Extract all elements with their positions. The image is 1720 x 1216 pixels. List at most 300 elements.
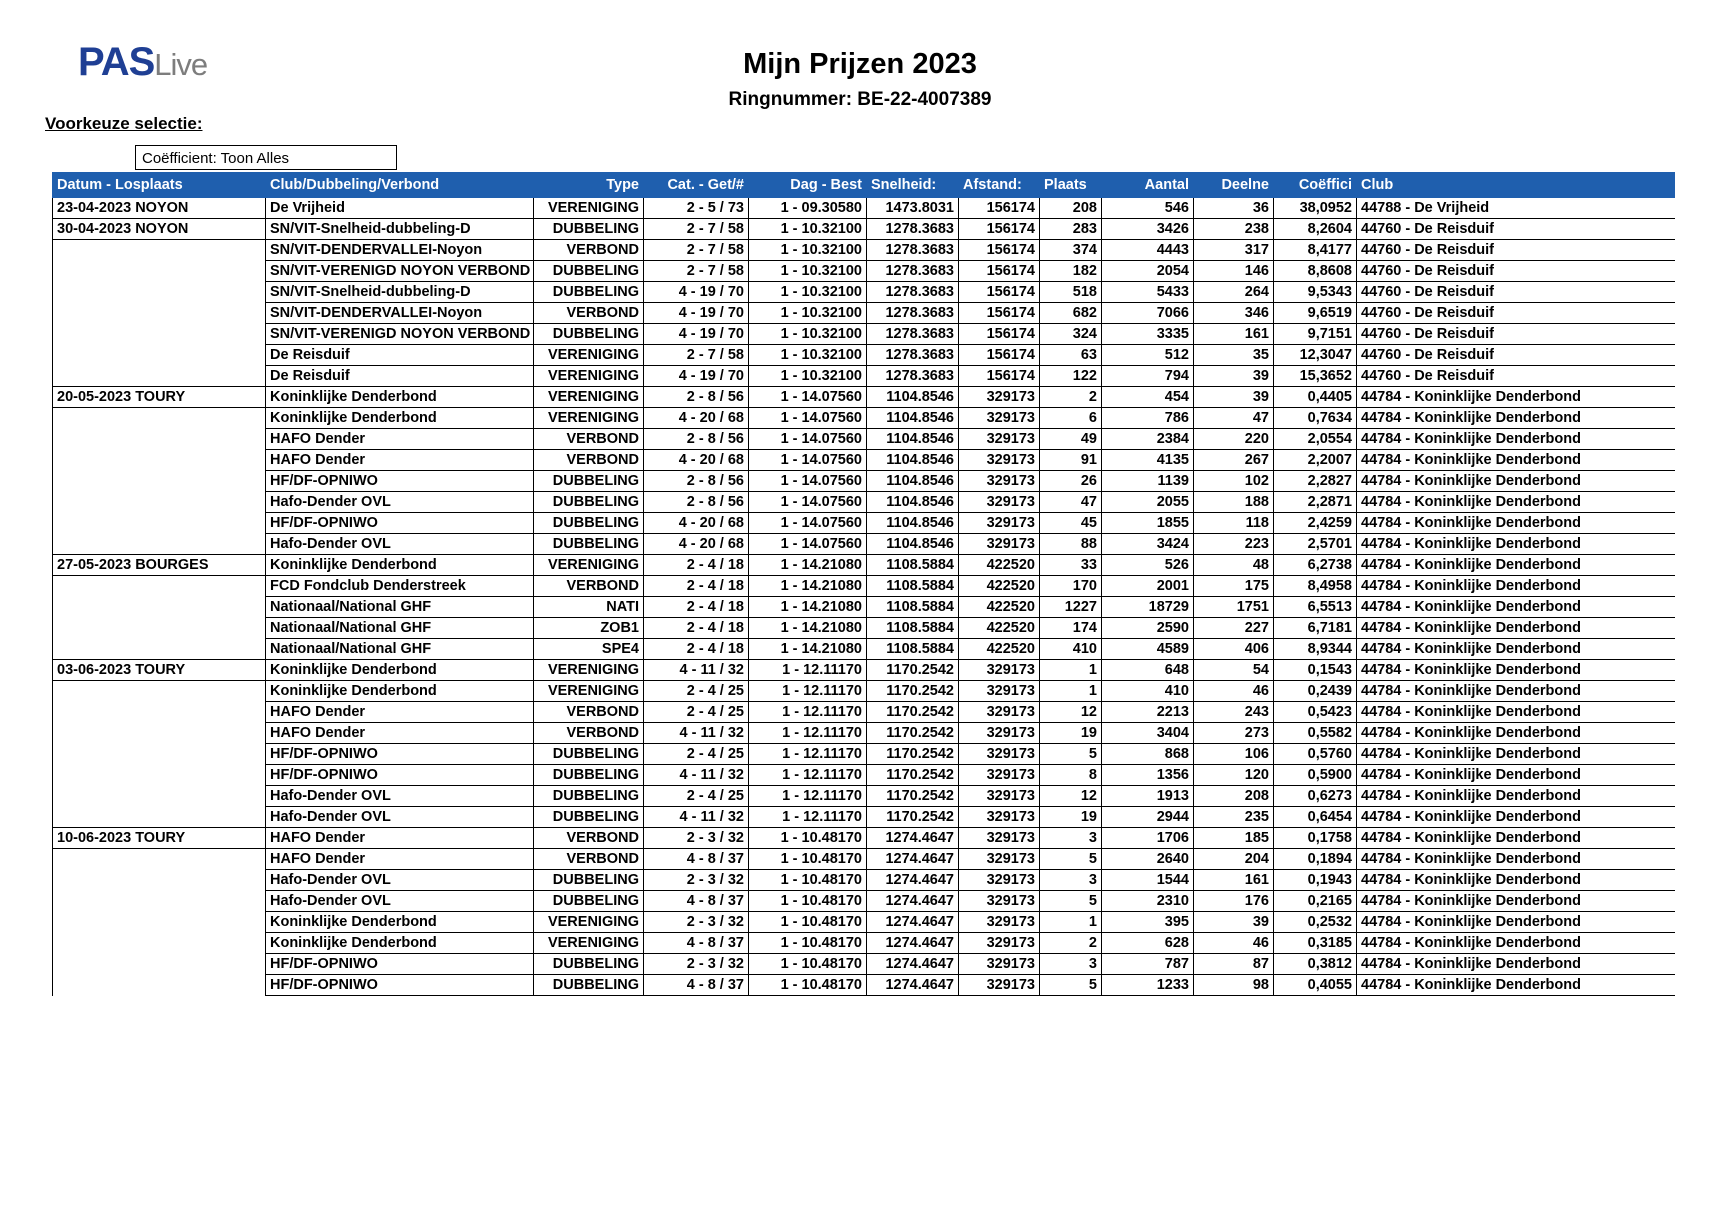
cell-coefficient: 6,7181 bbox=[1274, 618, 1357, 639]
cell-cat-get: 2 - 4 / 25 bbox=[644, 681, 749, 702]
cell-coefficient: 0,4405 bbox=[1274, 387, 1357, 408]
cell-aantal: 2310 bbox=[1102, 891, 1194, 912]
cell-afstand: 329173 bbox=[959, 387, 1040, 408]
cell-aantal: 1233 bbox=[1102, 975, 1194, 996]
cell-club-dubbeling: HAFO Dender bbox=[266, 849, 534, 870]
cell-afstand: 329173 bbox=[959, 681, 1040, 702]
cell-dag-best: 1 - 14.07560 bbox=[749, 408, 867, 429]
cell-club-dubbeling: HF/DF-OPNIWO bbox=[266, 975, 534, 996]
cell-type: VERENIGING bbox=[534, 387, 644, 408]
cell-deelne: 87 bbox=[1194, 954, 1274, 975]
table-row[interactable] bbox=[53, 849, 1676, 870]
ring-number: Ringnummer: BE-22-4007389 bbox=[728, 89, 992, 110]
page-title: Mijn Prijzen 2023 bbox=[743, 48, 977, 80]
cell-deelne: 175 bbox=[1194, 576, 1274, 597]
cell-club: 44784 - Koninklijke Denderbond bbox=[1357, 618, 1676, 639]
table-row[interactable] bbox=[53, 870, 1676, 891]
cell-type: DUBBELING bbox=[534, 765, 644, 786]
cell-type: VERENIGING bbox=[534, 408, 644, 429]
table-row[interactable] bbox=[53, 912, 1676, 933]
cell-plaats: 410 bbox=[1040, 639, 1102, 660]
table-row[interactable] bbox=[53, 555, 1676, 576]
cell-datum-losplaats bbox=[53, 534, 266, 555]
cell-afstand: 329173 bbox=[959, 786, 1040, 807]
cell-datum-losplaats bbox=[53, 891, 266, 912]
cell-datum-losplaats bbox=[53, 261, 266, 282]
table-row[interactable] bbox=[53, 744, 1676, 765]
cell-club: 44784 - Koninklijke Denderbond bbox=[1357, 429, 1676, 450]
cell-plaats: 283 bbox=[1040, 219, 1102, 240]
cell-club: 44784 - Koninklijke Denderbond bbox=[1357, 765, 1676, 786]
cell-datum-losplaats bbox=[53, 429, 266, 450]
cell-aantal: 5433 bbox=[1102, 282, 1194, 303]
cell-club: 44760 - De Reisduif bbox=[1357, 240, 1676, 261]
cell-deelne: 46 bbox=[1194, 681, 1274, 702]
cell-dag-best: 1 - 10.48170 bbox=[749, 849, 867, 870]
table-row[interactable] bbox=[53, 198, 1676, 219]
cell-club: 44784 - Koninklijke Denderbond bbox=[1357, 450, 1676, 471]
cell-cat-get: 2 - 4 / 25 bbox=[644, 786, 749, 807]
cell-datum-losplaats bbox=[53, 639, 266, 660]
cell-dag-best: 1 - 10.48170 bbox=[749, 828, 867, 849]
cell-plaats: 12 bbox=[1040, 702, 1102, 723]
cell-type: SPE4 bbox=[534, 639, 644, 660]
cell-type: DUBBELING bbox=[534, 471, 644, 492]
cell-aantal: 2944 bbox=[1102, 807, 1194, 828]
cell-afstand: 156174 bbox=[959, 324, 1040, 345]
cell-aantal: 2384 bbox=[1102, 429, 1194, 450]
cell-cat-get: 4 - 11 / 32 bbox=[644, 660, 749, 681]
cell-afstand: 156174 bbox=[959, 219, 1040, 240]
cell-club-dubbeling: SN/VIT-DENDERVALLEI-Noyon bbox=[266, 303, 534, 324]
cell-dag-best: 1 - 10.48170 bbox=[749, 891, 867, 912]
cell-deelne: 406 bbox=[1194, 639, 1274, 660]
cell-club-dubbeling: Nationaal/National GHF bbox=[266, 597, 534, 618]
preference-selection-label: Voorkeuze selectie: bbox=[45, 114, 203, 133]
cell-afstand: 329173 bbox=[959, 660, 1040, 681]
cell-type: VERBOND bbox=[534, 576, 644, 597]
cell-dag-best: 1 - 14.07560 bbox=[749, 450, 867, 471]
cell-club-dubbeling: Hafo-Dender OVL bbox=[266, 870, 534, 891]
cell-afstand: 422520 bbox=[959, 597, 1040, 618]
table-row[interactable] bbox=[53, 786, 1676, 807]
cell-snelheid: 1108.5884 bbox=[867, 639, 959, 660]
cell-coefficient: 9,7151 bbox=[1274, 324, 1357, 345]
cell-plaats: 122 bbox=[1040, 366, 1102, 387]
cell-datum-losplaats bbox=[53, 492, 266, 513]
table-row[interactable] bbox=[53, 408, 1676, 429]
cell-afstand: 156174 bbox=[959, 282, 1040, 303]
cell-datum-losplaats bbox=[53, 702, 266, 723]
cell-aantal: 628 bbox=[1102, 933, 1194, 954]
cell-datum-losplaats bbox=[53, 513, 266, 534]
cell-cat-get: 4 - 20 / 68 bbox=[644, 408, 749, 429]
table-row[interactable] bbox=[53, 429, 1676, 450]
cell-afstand: 329173 bbox=[959, 702, 1040, 723]
cell-coefficient: 2,2007 bbox=[1274, 450, 1357, 471]
cell-dag-best: 1 - 10.48170 bbox=[749, 933, 867, 954]
cell-datum-losplaats bbox=[53, 786, 266, 807]
cell-coefficient: 2,2871 bbox=[1274, 492, 1357, 513]
cell-dag-best: 1 - 10.32100 bbox=[749, 345, 867, 366]
cell-afstand: 422520 bbox=[959, 639, 1040, 660]
cell-coefficient: 0,5900 bbox=[1274, 765, 1357, 786]
cell-aantal: 395 bbox=[1102, 912, 1194, 933]
cell-club: 44784 - Koninklijke Denderbond bbox=[1357, 954, 1676, 975]
cell-club-dubbeling: Hafo-Dender OVL bbox=[266, 534, 534, 555]
cell-afstand: 422520 bbox=[959, 618, 1040, 639]
cell-deelne: 235 bbox=[1194, 807, 1274, 828]
cell-type: DUBBELING bbox=[534, 534, 644, 555]
cell-datum-losplaats bbox=[53, 366, 266, 387]
cell-snelheid: 1278.3683 bbox=[867, 324, 959, 345]
cell-coefficient: 2,5701 bbox=[1274, 534, 1357, 555]
cell-aantal: 18729 bbox=[1102, 597, 1194, 618]
cell-club-dubbeling: SN/VIT-VERENIGD NOYON VERBOND bbox=[266, 261, 534, 282]
cell-datum-losplaats bbox=[53, 597, 266, 618]
cell-cat-get: 2 - 7 / 58 bbox=[644, 240, 749, 261]
cell-cat-get: 2 - 4 / 18 bbox=[644, 639, 749, 660]
cell-type: DUBBELING bbox=[534, 744, 644, 765]
cell-cat-get: 4 - 11 / 32 bbox=[644, 723, 749, 744]
cell-club-dubbeling: Koninklijke Denderbond bbox=[266, 555, 534, 576]
table-row[interactable] bbox=[53, 597, 1676, 618]
cell-cat-get: 2 - 8 / 56 bbox=[644, 387, 749, 408]
cell-type: VERENIGING bbox=[534, 555, 644, 576]
cell-aantal: 1544 bbox=[1102, 870, 1194, 891]
cell-dag-best: 1 - 14.07560 bbox=[749, 534, 867, 555]
cell-snelheid: 1108.5884 bbox=[867, 618, 959, 639]
cell-datum-losplaats bbox=[53, 408, 266, 429]
cell-dag-best: 1 - 14.21080 bbox=[749, 555, 867, 576]
cell-coefficient: 0,3812 bbox=[1274, 954, 1357, 975]
cell-plaats: 1 bbox=[1040, 912, 1102, 933]
cell-afstand: 156174 bbox=[959, 240, 1040, 261]
cell-club: 44760 - De Reisduif bbox=[1357, 345, 1676, 366]
cell-club-dubbeling: Hafo-Dender OVL bbox=[266, 786, 534, 807]
cell-deelne: 220 bbox=[1194, 429, 1274, 450]
cell-plaats: 88 bbox=[1040, 534, 1102, 555]
cell-plaats: 63 bbox=[1040, 345, 1102, 366]
cell-dag-best: 1 - 10.32100 bbox=[749, 324, 867, 345]
table-row[interactable] bbox=[53, 765, 1676, 786]
cell-type: DUBBELING bbox=[534, 261, 644, 282]
cell-club-dubbeling: HF/DF-OPNIWO bbox=[266, 471, 534, 492]
cell-club-dubbeling: Koninklijke Denderbond bbox=[266, 933, 534, 954]
cell-club-dubbeling: Koninklijke Denderbond bbox=[266, 660, 534, 681]
cell-datum-losplaats: 20-05-2023 TOURY bbox=[53, 387, 266, 408]
table-row[interactable] bbox=[53, 219, 1676, 240]
cell-plaats: 33 bbox=[1040, 555, 1102, 576]
cell-deelne: 227 bbox=[1194, 618, 1274, 639]
cell-cat-get: 2 - 4 / 18 bbox=[644, 555, 749, 576]
coefficient-select[interactable]: Coëfficient: Toon Alles bbox=[135, 145, 397, 170]
cell-club-dubbeling: Nationaal/National GHF bbox=[266, 618, 534, 639]
cell-club: 44784 - Koninklijke Denderbond bbox=[1357, 576, 1676, 597]
cell-datum-losplaats bbox=[53, 975, 266, 996]
cell-deelne: 208 bbox=[1194, 786, 1274, 807]
cell-plaats: 182 bbox=[1040, 261, 1102, 282]
cell-club-dubbeling: HF/DF-OPNIWO bbox=[266, 513, 534, 534]
cell-plaats: 1227 bbox=[1040, 597, 1102, 618]
cell-cat-get: 2 - 3 / 32 bbox=[644, 912, 749, 933]
cell-datum-losplaats bbox=[53, 723, 266, 744]
cell-type: VERENIGING bbox=[534, 198, 644, 219]
cell-snelheid: 1170.2542 bbox=[867, 765, 959, 786]
cell-deelne: 35 bbox=[1194, 345, 1274, 366]
cell-coefficient: 2,2827 bbox=[1274, 471, 1357, 492]
cell-coefficient: 6,2738 bbox=[1274, 555, 1357, 576]
cell-aantal: 3426 bbox=[1102, 219, 1194, 240]
col-type[interactable]: Type bbox=[534, 173, 644, 198]
cell-deelne: 204 bbox=[1194, 849, 1274, 870]
cell-snelheid: 1473.8031 bbox=[867, 198, 959, 219]
cell-coefficient: 8,8608 bbox=[1274, 261, 1357, 282]
cell-plaats: 45 bbox=[1040, 513, 1102, 534]
prizes-table bbox=[52, 172, 1675, 996]
cell-type: VERBOND bbox=[534, 723, 644, 744]
cell-deelne: 46 bbox=[1194, 933, 1274, 954]
cell-dag-best: 1 - 12.11170 bbox=[749, 660, 867, 681]
cell-cat-get: 4 - 19 / 70 bbox=[644, 366, 749, 387]
cell-afstand: 329173 bbox=[959, 429, 1040, 450]
cell-deelne: 47 bbox=[1194, 408, 1274, 429]
cell-deelne: 102 bbox=[1194, 471, 1274, 492]
cell-deelne: 176 bbox=[1194, 891, 1274, 912]
col-coefficient[interactable]: Coëffici bbox=[1274, 173, 1357, 198]
cell-snelheid: 1104.8546 bbox=[867, 408, 959, 429]
cell-coefficient: 0,2165 bbox=[1274, 891, 1357, 912]
table-row[interactable] bbox=[53, 471, 1676, 492]
cell-plaats: 49 bbox=[1040, 429, 1102, 450]
cell-snelheid: 1274.4647 bbox=[867, 891, 959, 912]
cell-type: VERBOND bbox=[534, 240, 644, 261]
cell-type: VERBOND bbox=[534, 450, 644, 471]
cell-snelheid: 1108.5884 bbox=[867, 555, 959, 576]
logo-text-pas: PAS bbox=[78, 40, 155, 84]
table-row[interactable] bbox=[53, 576, 1676, 597]
cell-afstand: 329173 bbox=[959, 492, 1040, 513]
cell-plaats: 174 bbox=[1040, 618, 1102, 639]
cell-snelheid: 1278.3683 bbox=[867, 366, 959, 387]
cell-plaats: 518 bbox=[1040, 282, 1102, 303]
cell-aantal: 787 bbox=[1102, 954, 1194, 975]
table-row[interactable] bbox=[53, 807, 1676, 828]
col-club[interactable]: Club bbox=[1357, 173, 1676, 198]
cell-plaats: 5 bbox=[1040, 744, 1102, 765]
col-afstand[interactable]: Afstand: bbox=[959, 173, 1040, 198]
cell-deelne: 39 bbox=[1194, 366, 1274, 387]
cell-club: 44784 - Koninklijke Denderbond bbox=[1357, 744, 1676, 765]
table-row[interactable] bbox=[53, 681, 1676, 702]
cell-dag-best: 1 - 09.30580 bbox=[749, 198, 867, 219]
cell-snelheid: 1274.4647 bbox=[867, 975, 959, 996]
cell-deelne: 161 bbox=[1194, 870, 1274, 891]
cell-dag-best: 1 - 12.11170 bbox=[749, 765, 867, 786]
cell-dag-best: 1 - 14.21080 bbox=[749, 618, 867, 639]
cell-datum-losplaats bbox=[53, 765, 266, 786]
prizes-table-wrap bbox=[52, 172, 1675, 996]
cell-coefficient: 8,4177 bbox=[1274, 240, 1357, 261]
cell-afstand: 329173 bbox=[959, 975, 1040, 996]
cell-club: 44760 - De Reisduif bbox=[1357, 261, 1676, 282]
cell-deelne: 346 bbox=[1194, 303, 1274, 324]
cell-plaats: 6 bbox=[1040, 408, 1102, 429]
cell-plaats: 8 bbox=[1040, 765, 1102, 786]
cell-afstand: 329173 bbox=[959, 513, 1040, 534]
cell-club-dubbeling: HAFO Dender bbox=[266, 723, 534, 744]
cell-club: 44784 - Koninklijke Denderbond bbox=[1357, 513, 1676, 534]
table-row[interactable] bbox=[53, 618, 1676, 639]
cell-aantal: 7066 bbox=[1102, 303, 1194, 324]
cell-dag-best: 1 - 10.32100 bbox=[749, 366, 867, 387]
cell-snelheid: 1274.4647 bbox=[867, 849, 959, 870]
cell-deelne: 188 bbox=[1194, 492, 1274, 513]
cell-coefficient: 12,3047 bbox=[1274, 345, 1357, 366]
cell-type: DUBBELING bbox=[534, 807, 644, 828]
table-row[interactable] bbox=[53, 261, 1676, 282]
cell-snelheid: 1104.8546 bbox=[867, 513, 959, 534]
cell-dag-best: 1 - 10.48170 bbox=[749, 954, 867, 975]
col-datum-losplaats[interactable]: Datum - Losplaats bbox=[53, 173, 266, 198]
table-row[interactable] bbox=[53, 723, 1676, 744]
cell-snelheid: 1274.4647 bbox=[867, 912, 959, 933]
cell-cat-get: 2 - 4 / 25 bbox=[644, 702, 749, 723]
table-row[interactable] bbox=[53, 387, 1676, 408]
cell-club: 44784 - Koninklijke Denderbond bbox=[1357, 597, 1676, 618]
cell-cat-get: 2 - 5 / 73 bbox=[644, 198, 749, 219]
cell-type: NATI bbox=[534, 597, 644, 618]
cell-datum-losplaats bbox=[53, 471, 266, 492]
cell-datum-losplaats bbox=[53, 576, 266, 597]
cell-aantal: 526 bbox=[1102, 555, 1194, 576]
col-snelheid[interactable]: Snelheid: bbox=[867, 173, 959, 198]
col-cat-get[interactable]: Cat. - Get/# bbox=[644, 173, 749, 198]
cell-aantal: 868 bbox=[1102, 744, 1194, 765]
cell-cat-get: 2 - 8 / 56 bbox=[644, 471, 749, 492]
col-plaats[interactable]: Plaats bbox=[1040, 173, 1102, 198]
cell-club: 44784 - Koninklijke Denderbond bbox=[1357, 492, 1676, 513]
cell-datum-losplaats bbox=[53, 870, 266, 891]
table-row[interactable] bbox=[53, 324, 1676, 345]
table-row[interactable] bbox=[53, 492, 1676, 513]
table-row[interactable] bbox=[53, 660, 1676, 681]
cell-dag-best: 1 - 12.11170 bbox=[749, 723, 867, 744]
cell-cat-get: 2 - 4 / 18 bbox=[644, 618, 749, 639]
cell-coefficient: 0,1943 bbox=[1274, 870, 1357, 891]
table-row[interactable] bbox=[53, 303, 1676, 324]
cell-datum-losplaats: 03-06-2023 TOURY bbox=[53, 660, 266, 681]
table-row[interactable] bbox=[53, 828, 1676, 849]
cell-coefficient: 0,5582 bbox=[1274, 723, 1357, 744]
cell-club: 44760 - De Reisduif bbox=[1357, 282, 1676, 303]
cell-cat-get: 2 - 8 / 56 bbox=[644, 429, 749, 450]
cell-plaats: 3 bbox=[1040, 828, 1102, 849]
cell-cat-get: 4 - 8 / 37 bbox=[644, 975, 749, 996]
table-row[interactable] bbox=[53, 240, 1676, 261]
cell-afstand: 329173 bbox=[959, 408, 1040, 429]
cell-deelne: 161 bbox=[1194, 324, 1274, 345]
cell-cat-get: 4 - 8 / 37 bbox=[644, 849, 749, 870]
cell-plaats: 5 bbox=[1040, 975, 1102, 996]
cell-coefficient: 38,0952 bbox=[1274, 198, 1357, 219]
cell-aantal: 2054 bbox=[1102, 261, 1194, 282]
cell-type: VERBOND bbox=[534, 303, 644, 324]
cell-club-dubbeling: HF/DF-OPNIWO bbox=[266, 954, 534, 975]
cell-club-dubbeling: De Reisduif bbox=[266, 366, 534, 387]
table-row[interactable] bbox=[53, 891, 1676, 912]
cell-plaats: 5 bbox=[1040, 891, 1102, 912]
cell-afstand: 422520 bbox=[959, 555, 1040, 576]
col-dag-best[interactable]: Dag - Best bbox=[749, 173, 867, 198]
cell-dag-best: 1 - 14.21080 bbox=[749, 639, 867, 660]
cell-snelheid: 1274.4647 bbox=[867, 870, 959, 891]
table-row[interactable] bbox=[53, 639, 1676, 660]
cell-type: VERBOND bbox=[534, 702, 644, 723]
cell-afstand: 329173 bbox=[959, 450, 1040, 471]
cell-dag-best: 1 - 14.07560 bbox=[749, 429, 867, 450]
cell-datum-losplaats bbox=[53, 450, 266, 471]
cell-datum-losplaats bbox=[53, 807, 266, 828]
cell-afstand: 329173 bbox=[959, 870, 1040, 891]
cell-cat-get: 2 - 3 / 32 bbox=[644, 954, 749, 975]
cell-type: VERENIGING bbox=[534, 933, 644, 954]
cell-afstand: 156174 bbox=[959, 303, 1040, 324]
cell-coefficient: 15,3652 bbox=[1274, 366, 1357, 387]
cell-coefficient: 0,4055 bbox=[1274, 975, 1357, 996]
cell-snelheid: 1278.3683 bbox=[867, 282, 959, 303]
cell-cat-get: 2 - 8 / 56 bbox=[644, 492, 749, 513]
cell-club-dubbeling: HAFO Dender bbox=[266, 429, 534, 450]
cell-club: 44784 - Koninklijke Denderbond bbox=[1357, 660, 1676, 681]
table-row[interactable] bbox=[53, 975, 1676, 996]
cell-type: VERBOND bbox=[534, 849, 644, 870]
cell-datum-losplaats bbox=[53, 912, 266, 933]
table-row[interactable] bbox=[53, 345, 1676, 366]
cell-aantal: 3335 bbox=[1102, 324, 1194, 345]
cell-club-dubbeling: Koninklijke Denderbond bbox=[266, 912, 534, 933]
col-aantal[interactable]: Aantal bbox=[1102, 173, 1194, 198]
table-row[interactable] bbox=[53, 282, 1676, 303]
table-row[interactable] bbox=[53, 513, 1676, 534]
cell-club-dubbeling: De Vrijheid bbox=[266, 198, 534, 219]
cell-deelne: 98 bbox=[1194, 975, 1274, 996]
cell-afstand: 156174 bbox=[959, 366, 1040, 387]
table-row[interactable] bbox=[53, 702, 1676, 723]
cell-datum-losplaats: 10-06-2023 TOURY bbox=[53, 828, 266, 849]
cell-afstand: 329173 bbox=[959, 849, 1040, 870]
cell-dag-best: 1 - 14.21080 bbox=[749, 597, 867, 618]
col-deelne[interactable]: Deelne bbox=[1194, 173, 1274, 198]
cell-aantal: 3424 bbox=[1102, 534, 1194, 555]
cell-type: VERBOND bbox=[534, 429, 644, 450]
table-row[interactable] bbox=[53, 954, 1676, 975]
cell-cat-get: 4 - 11 / 32 bbox=[644, 807, 749, 828]
table-row[interactable] bbox=[53, 366, 1676, 387]
cell-club: 44760 - De Reisduif bbox=[1357, 366, 1676, 387]
table-row[interactable] bbox=[53, 534, 1676, 555]
table-row[interactable] bbox=[53, 450, 1676, 471]
cell-coefficient: 2,0554 bbox=[1274, 429, 1357, 450]
cell-snelheid: 1170.2542 bbox=[867, 702, 959, 723]
cell-snelheid: 1278.3683 bbox=[867, 345, 959, 366]
cell-plaats: 26 bbox=[1040, 471, 1102, 492]
col-club-dubbeling-verbond[interactable]: Club/Dubbeling/Verbond bbox=[266, 173, 534, 198]
table-row[interactable] bbox=[53, 933, 1676, 954]
cell-aantal: 2590 bbox=[1102, 618, 1194, 639]
cell-club-dubbeling: Hafo-Dender OVL bbox=[266, 807, 534, 828]
cell-club-dubbeling: Koninklijke Denderbond bbox=[266, 387, 534, 408]
